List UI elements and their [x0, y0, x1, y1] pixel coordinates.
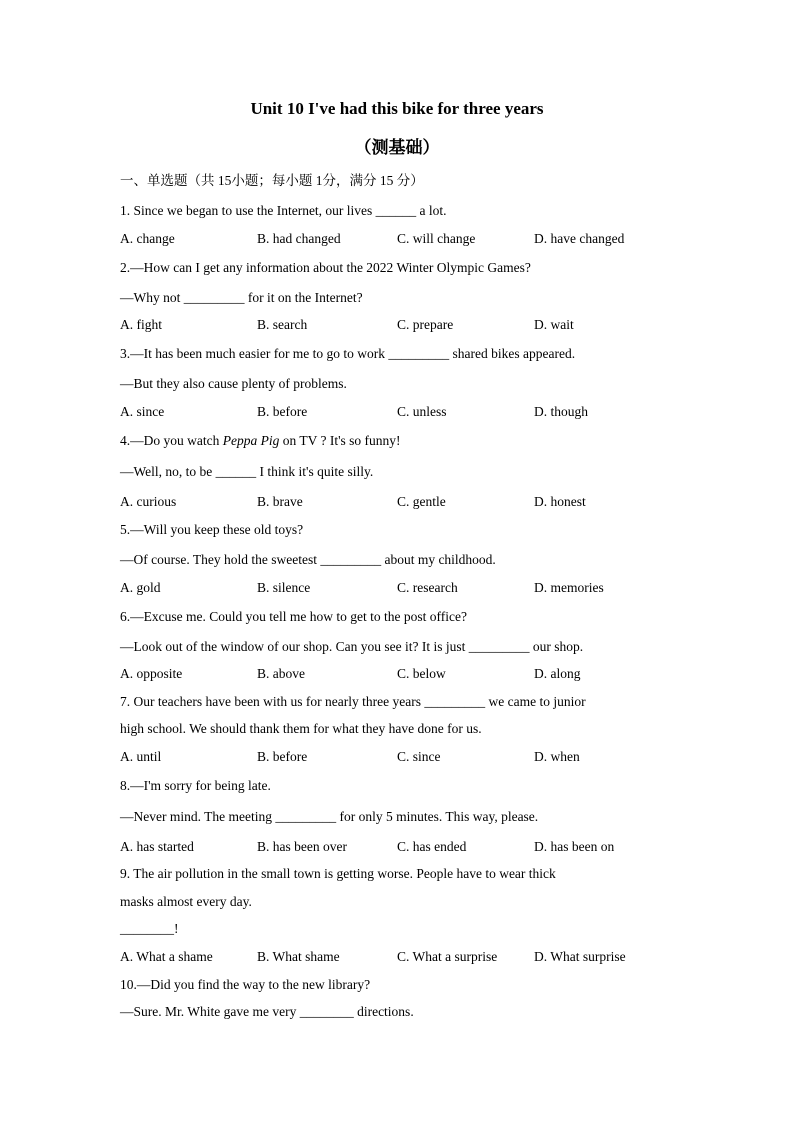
option-a[interactable]: A. change	[120, 231, 175, 246]
option-c[interactable]: C. will change	[397, 231, 476, 246]
option-a[interactable]: A. until	[120, 749, 162, 764]
question-5-text: 5.—Will you keep these old toys?	[120, 522, 304, 537]
option-c[interactable]: C. unless	[397, 404, 447, 419]
question-4-pre: 4.—Do you watch	[120, 433, 223, 448]
option-b[interactable]: B. search	[257, 317, 308, 332]
question-3-text: 3.—It has been much easier for me to go to work _________ shared bikes appeared.	[120, 346, 576, 361]
question-4-post: on TV ? It's so funny!	[279, 433, 401, 448]
question-1-text: 1. Since we began to use the Internet, our lives ______ a lot.	[120, 203, 447, 218]
question-8-text: 8.—I'm sorry for being late.	[120, 778, 271, 793]
question-6-text-line2: —Look out of the window of our shop. Can you see it? It is just _________ our shop.	[120, 639, 584, 654]
option-b[interactable]: B. What shame	[257, 949, 340, 964]
option-a[interactable]: A. gold	[120, 580, 161, 595]
question-7-text-line2: high school. We should thank them for what they have done for us.	[120, 721, 482, 736]
question-9-text-line3: ________!	[120, 921, 179, 936]
question-6-text: 6.—Excuse me. Could you tell me how to get to the post office?	[120, 609, 467, 624]
option-c[interactable]: C. gentle	[397, 494, 446, 509]
option-a[interactable]: A. opposite	[120, 666, 183, 681]
option-a[interactable]: A. What a shame	[120, 949, 213, 964]
option-c[interactable]: C. has ended	[397, 839, 467, 854]
question-2-text: 2.—How can I get any information about the 2022 Winter Olympic Games?	[120, 260, 531, 275]
question-9-text: 9. The air pollution in the small town is getting worse. People have to wear thick	[120, 866, 556, 881]
question-10-text-line2: —Sure. Mr. White gave me very ________ directions.	[120, 1004, 414, 1019]
option-d[interactable]: D. has been on	[534, 839, 615, 854]
option-d[interactable]: D. honest	[534, 494, 586, 509]
option-c[interactable]: C. prepare	[397, 317, 454, 332]
question-4-show-title: Peppa Pig	[222, 433, 280, 448]
option-d[interactable]: D. What surprise	[534, 949, 626, 964]
question-7-text: 7. Our teachers have been with us for nearly three years _________ we came to junior	[120, 694, 586, 709]
option-a[interactable]: A. curious	[120, 494, 177, 509]
page-title: Unit 10 I've had this bike for three years	[250, 99, 544, 118]
option-d[interactable]: D. along	[534, 666, 581, 681]
option-d[interactable]: D. wait	[534, 317, 574, 332]
option-d[interactable]: D. when	[534, 749, 580, 764]
option-b[interactable]: B. before	[257, 404, 308, 419]
section-heading: 一、单选题（共 15小题；每小题 1分，满分 15 分）	[120, 173, 424, 188]
option-b[interactable]: B. before	[257, 749, 308, 764]
question-2-text-line2: —Why not _________ for it on the Internet?	[120, 290, 363, 305]
option-a[interactable]: A. has started	[120, 839, 194, 854]
option-b[interactable]: B. brave	[257, 494, 303, 509]
option-d[interactable]: D. though	[534, 404, 588, 419]
option-a[interactable]: A. fight	[120, 317, 162, 332]
option-a[interactable]: A. since	[120, 404, 165, 419]
question-10-text: 10.—Did you find the way to the new library?	[120, 977, 371, 992]
option-b[interactable]: B. silence	[257, 580, 311, 595]
question-5-text-line2: —Of course. They hold the sweetest _________ about my childhood.	[120, 552, 496, 567]
option-c[interactable]: C. research	[397, 580, 458, 595]
question-9-text-line2: masks almost every day.	[120, 894, 252, 909]
option-c[interactable]: C. below	[397, 666, 446, 681]
option-b[interactable]: B. above	[257, 666, 305, 681]
option-b[interactable]: B. has been over	[257, 839, 347, 854]
question-4-text	[120, 432, 680, 450]
option-d[interactable]: D. memories	[534, 580, 604, 595]
question-3-text-line2: —But they also cause plenty of problems.	[120, 376, 347, 391]
option-c[interactable]: C. What a surprise	[397, 949, 498, 964]
question-8-text-line2: —Never mind. The meeting _________ for only 5 minutes. This way, please.	[120, 809, 539, 824]
option-b[interactable]: B. had changed	[257, 231, 341, 246]
question-4-text-line2: —Well, no, to be ______ I think it's quite silly.	[120, 464, 374, 479]
option-d[interactable]: D. have changed	[534, 231, 625, 246]
page-subtitle: （测基础）	[354, 138, 440, 157]
option-c[interactable]: C. since	[397, 749, 441, 764]
